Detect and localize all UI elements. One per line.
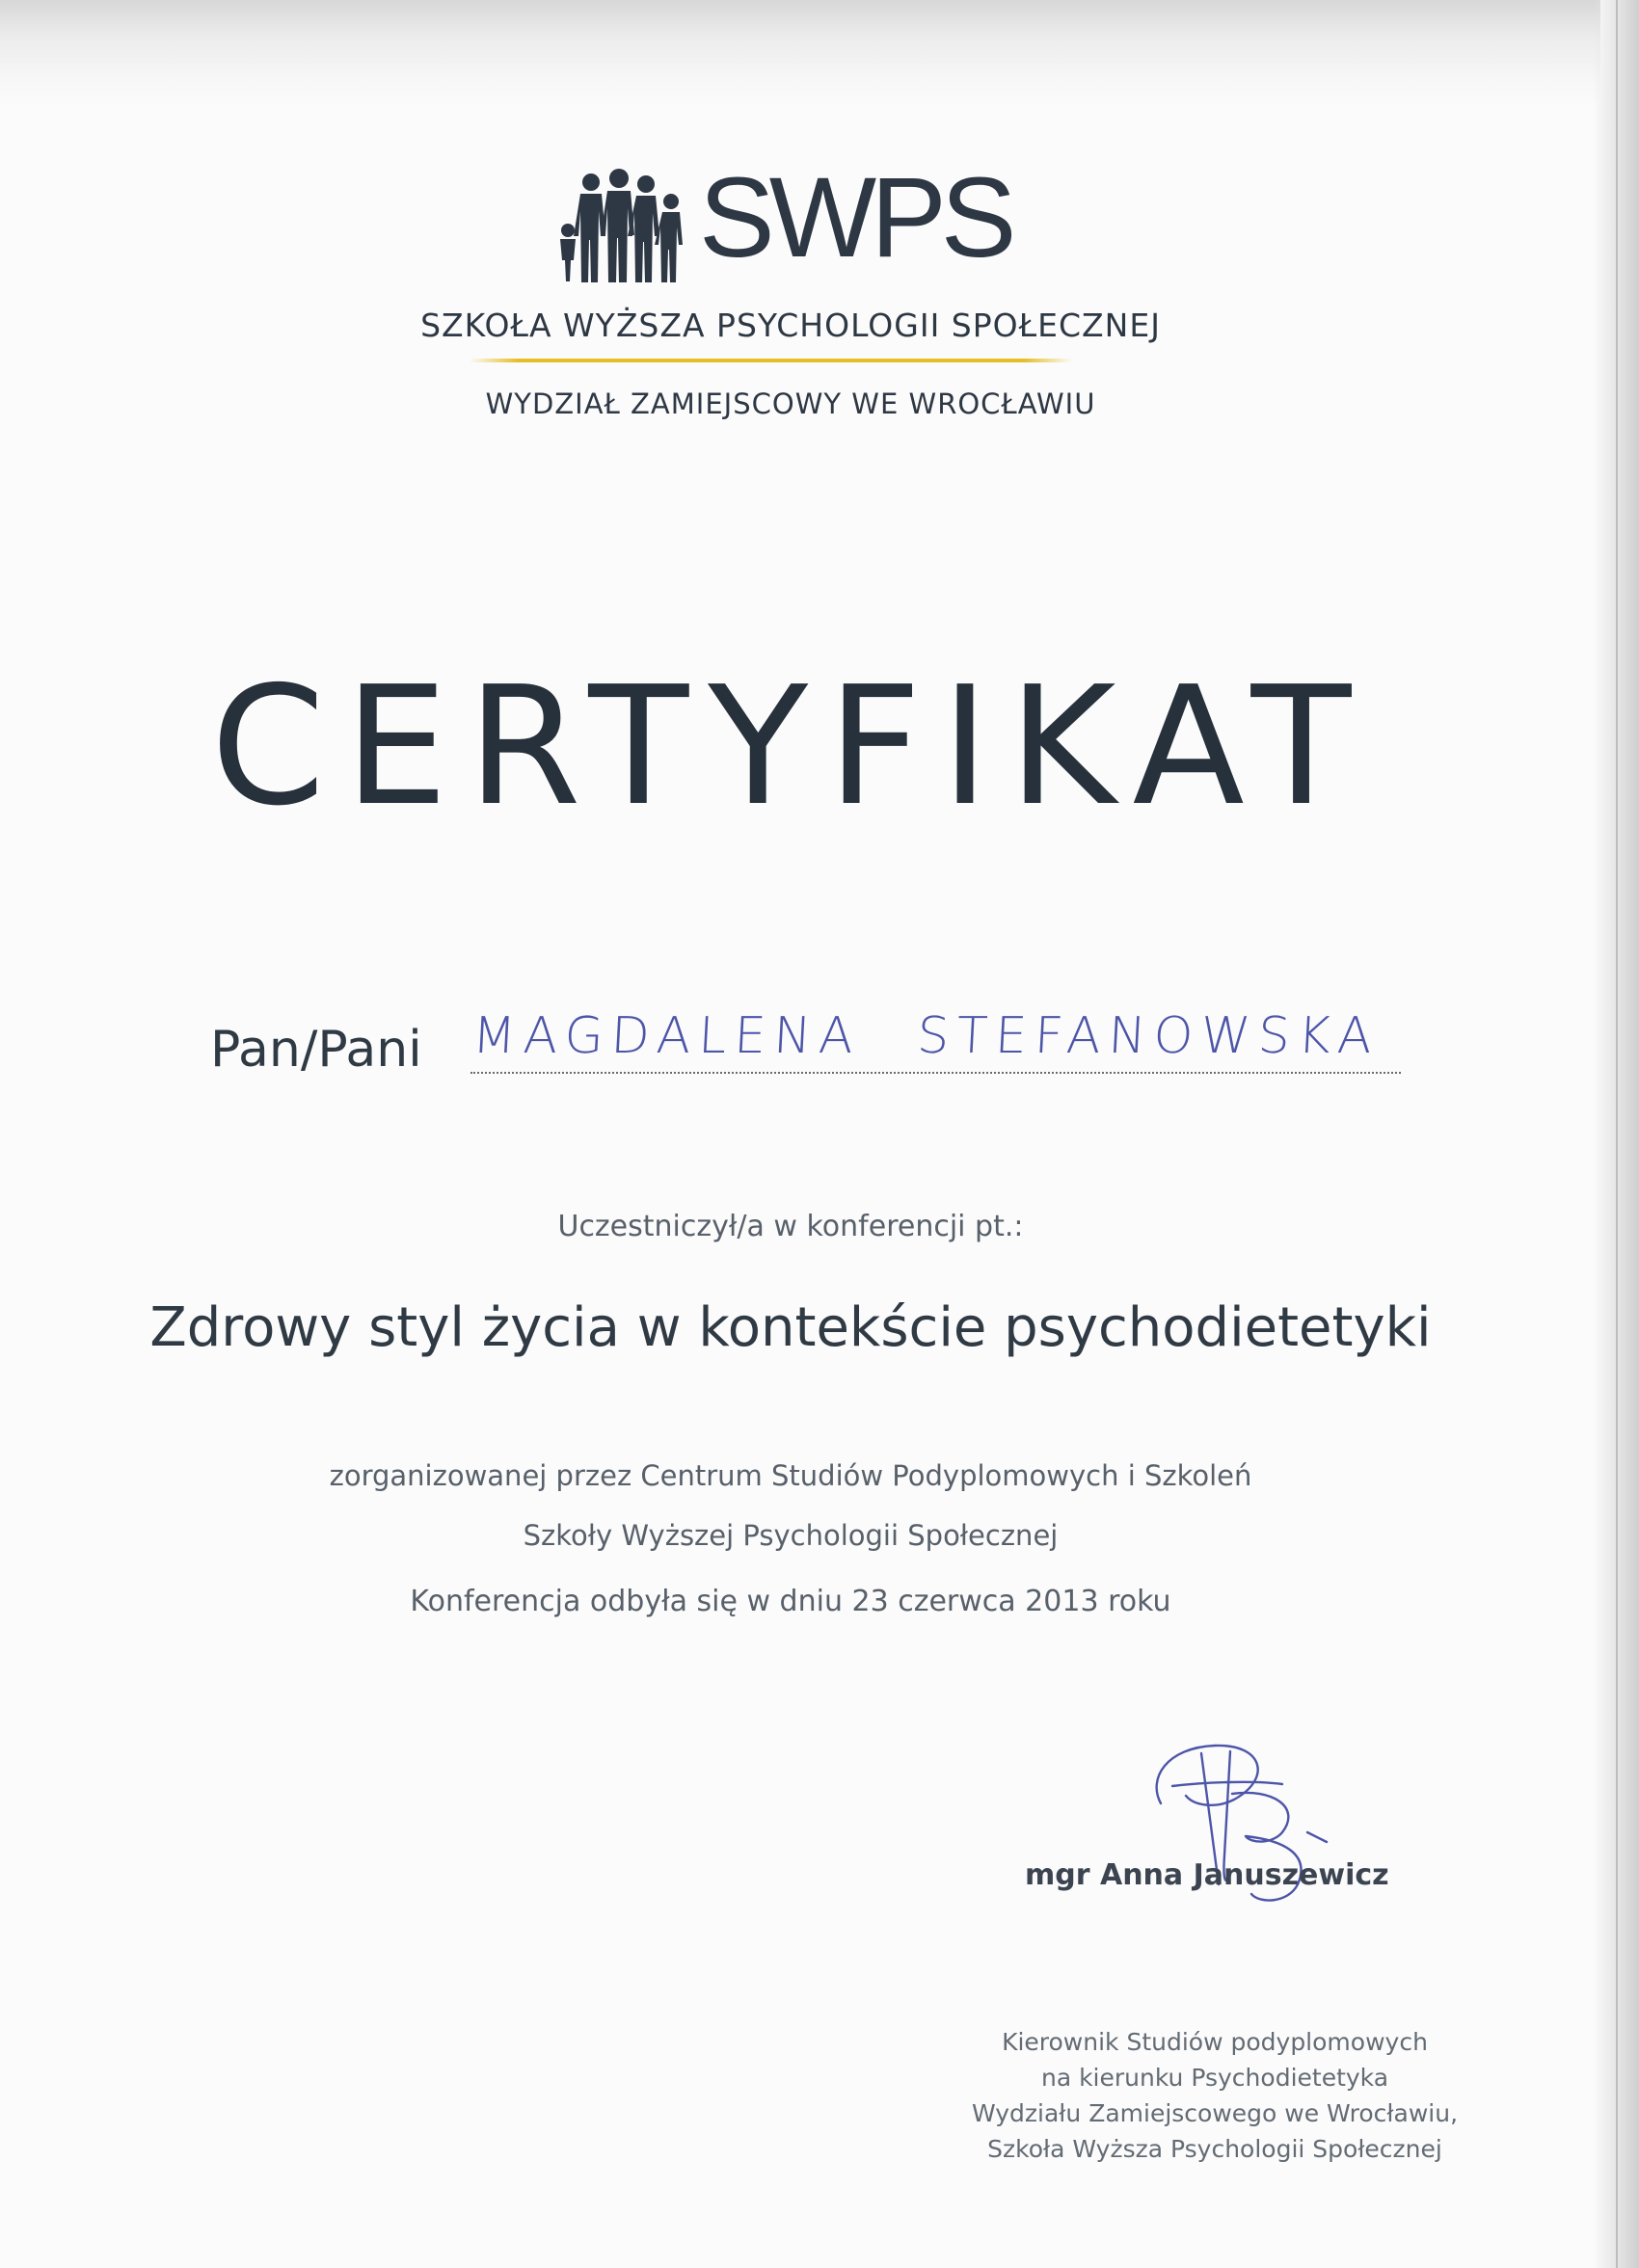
recipient-label: Pan/Pani xyxy=(210,1021,422,1079)
organizer-statement xyxy=(0,1446,1581,1565)
signatory-role-line: na kierunku Psychodietetyka xyxy=(1040,2064,1389,2092)
recipient-name-handwritten: MAGDALENA STEFANOWSKA xyxy=(470,1007,1382,1065)
logo-wordmark: SWPS xyxy=(699,154,1011,281)
institution-logo xyxy=(554,154,1094,284)
participation-statement: Uczestniczył/a w konferencji pt.: xyxy=(557,1210,1024,1243)
scan-shadow-top xyxy=(0,0,1600,106)
signatory-role-line: Kierownik Studiów podyplomowych xyxy=(1002,2028,1428,2056)
recipient-row xyxy=(210,1007,1386,1084)
scan-edge-line xyxy=(1616,0,1618,2268)
organizer-line: Szkoły Wyższej Psychologii Społecznej xyxy=(523,1519,1059,1552)
family-silhouette-icon xyxy=(554,169,699,282)
conference-title: Zdrowy styl życia w kontekście psychodietetyki xyxy=(149,1296,1432,1359)
signatory-role xyxy=(906,2024,1523,2167)
conference-date: Konferencja odbyła się w dniu 23 czerwca 2013 roku xyxy=(410,1585,1171,1618)
faculty-name: WYDZIAŁ ZAMIEJSCOWY WE WROCŁAWIU xyxy=(485,387,1096,420)
signatory-role-line: Wydziału Zamiejscowego we Wrocławiu, xyxy=(971,2099,1459,2127)
organizer-line: zorganizowanej przez Centrum Studiów Podyplomowych i Szkoleń xyxy=(329,1459,1252,1492)
handwritten-signature xyxy=(1138,1740,1388,1933)
gold-divider xyxy=(470,359,1072,362)
institution-name: SZKOŁA WYŻSZA PSYCHOLOGII SPOŁECZNEJ xyxy=(420,307,1161,344)
certificate-title: CERTYFIKAT xyxy=(210,652,1371,842)
recipient-dotted-line xyxy=(470,1072,1401,1074)
signatory-name: mgr Anna Januszewicz xyxy=(1025,1858,1389,1892)
signatory-role-line: Szkoła Wyższa Psychologii Społecznej xyxy=(987,2135,1442,2163)
